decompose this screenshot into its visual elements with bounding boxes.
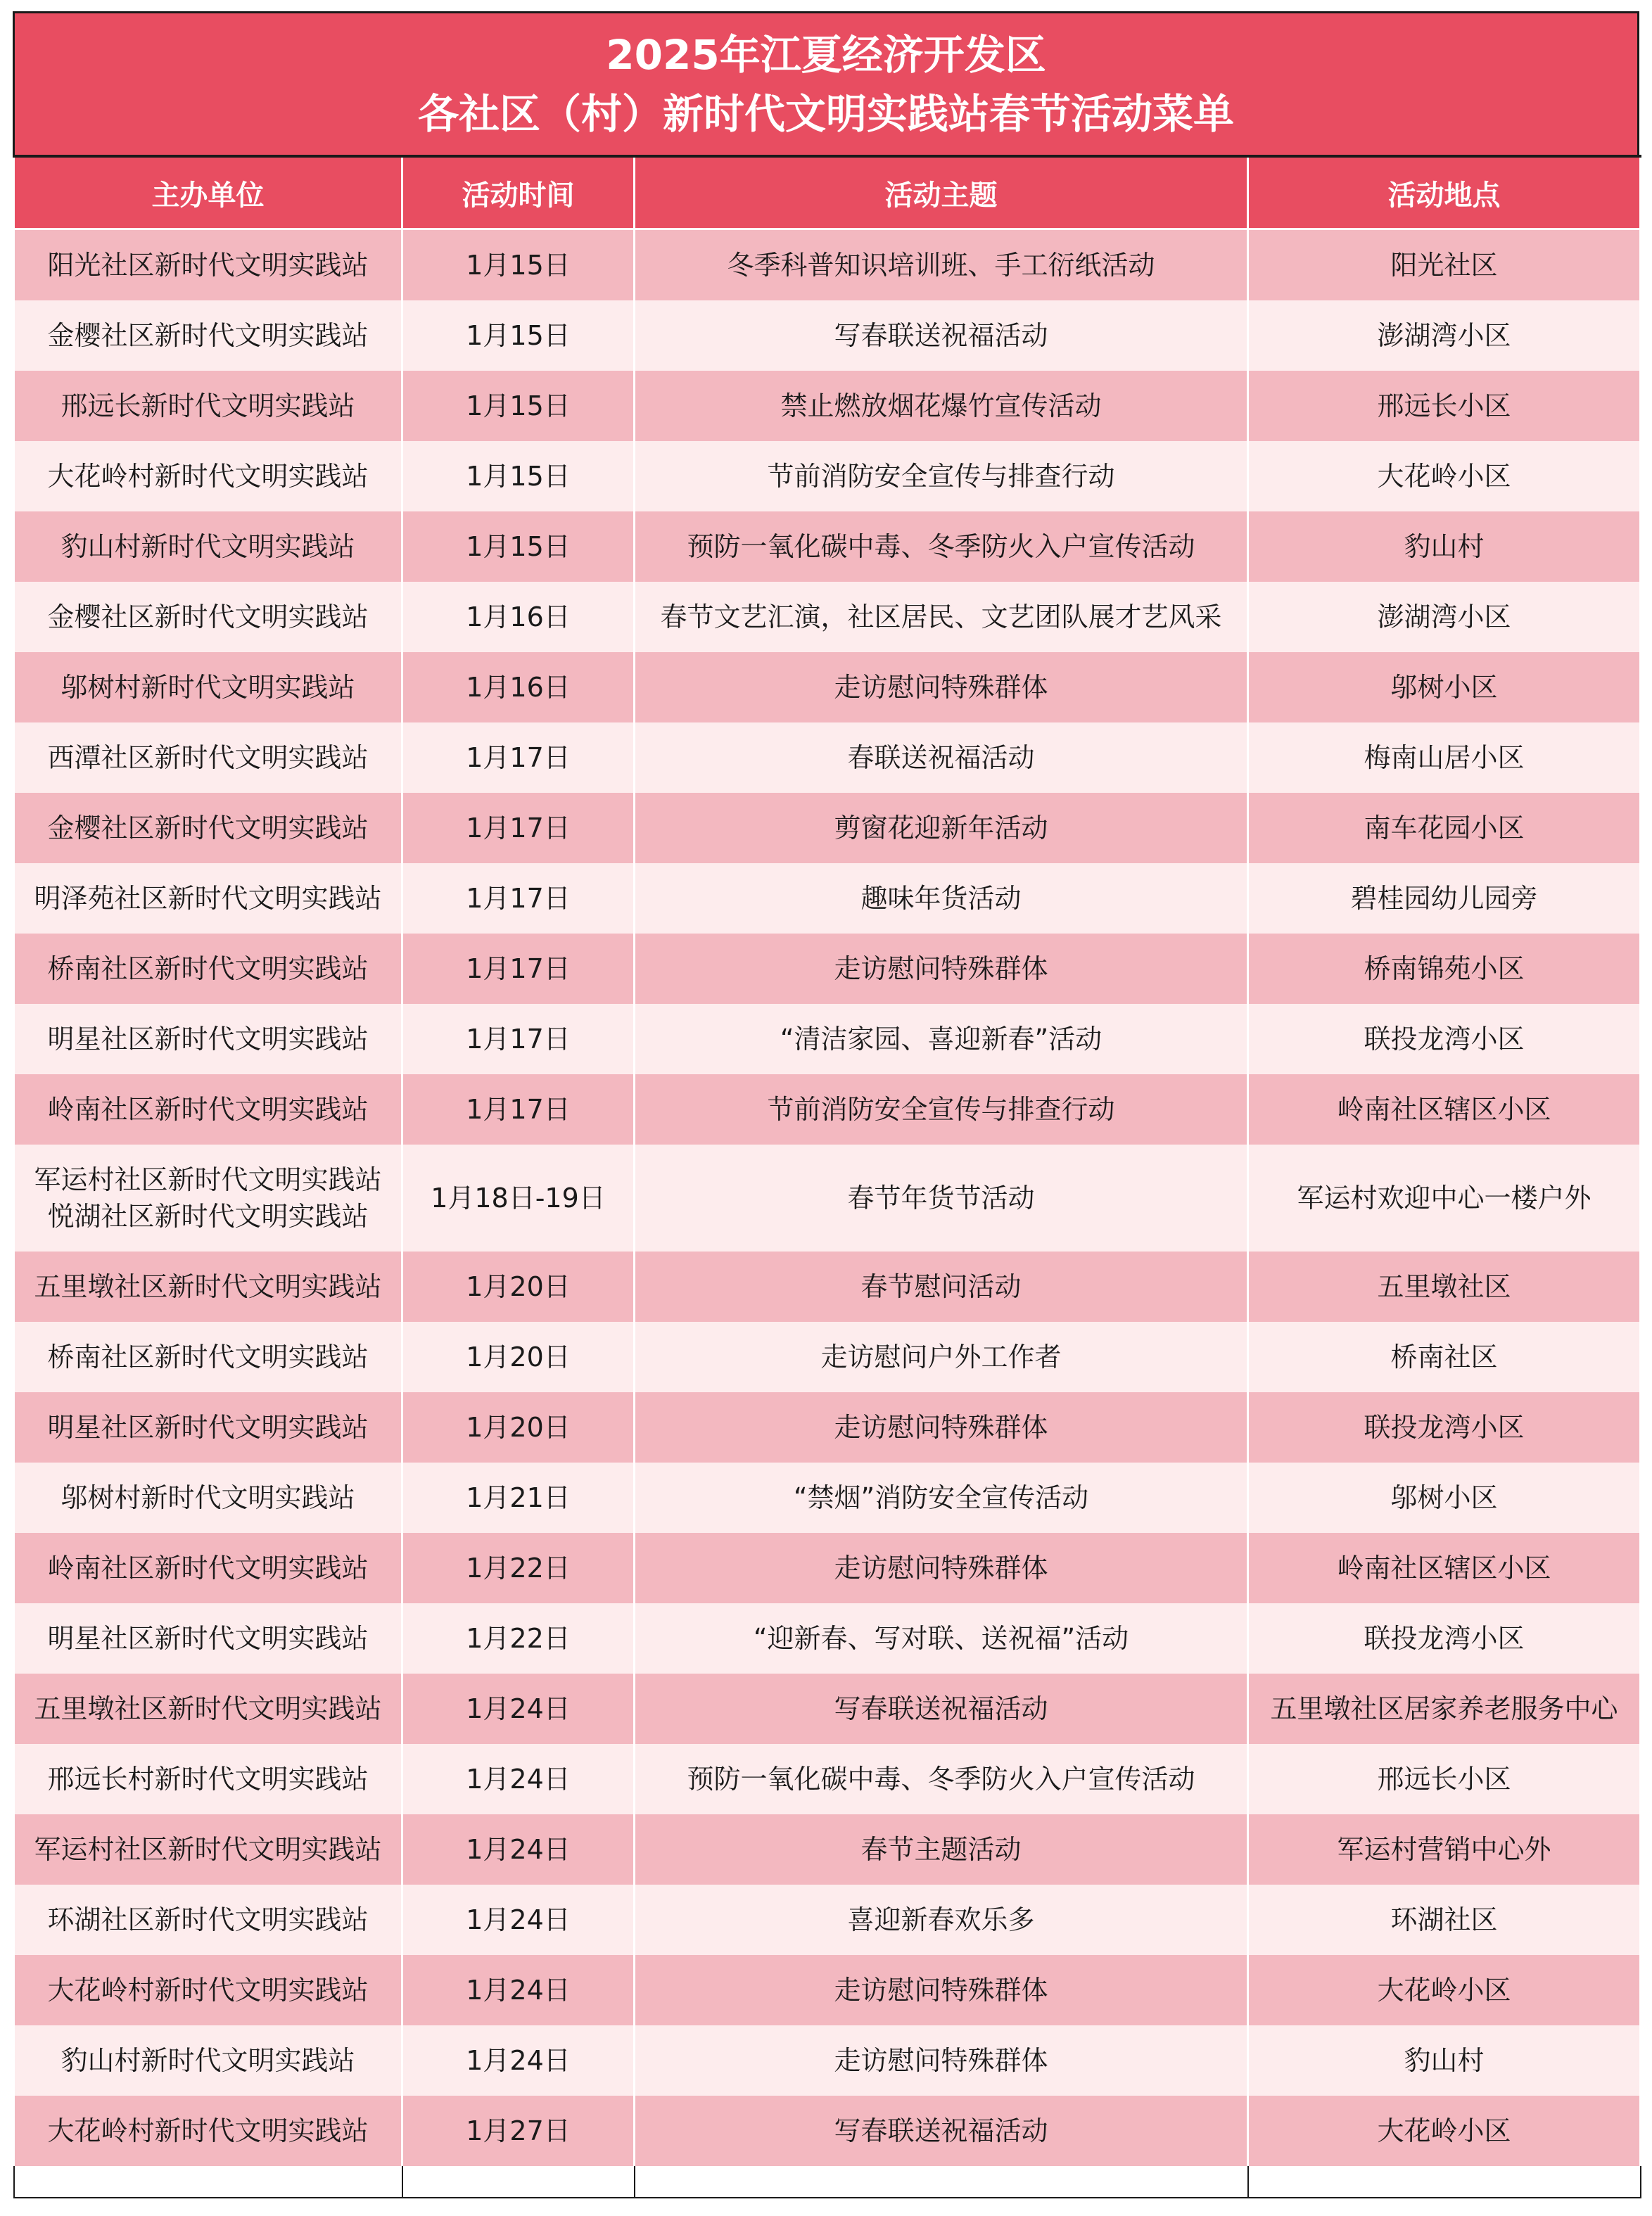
table-row: [14, 934, 1641, 1004]
table-row: [14, 1955, 1641, 2025]
cell-theme: “禁烟”消防安全宣传活动: [635, 1463, 1248, 1533]
cell-date: 1月24日: [402, 1814, 635, 1885]
cell-location: 岭南社区辖区小区: [1248, 1074, 1641, 1145]
header-row: [14, 156, 1641, 229]
table-row: [14, 2096, 1641, 2166]
header-organizer: 主办单位: [14, 156, 402, 229]
cell-theme: 春节年货节活动: [635, 1145, 1248, 1252]
cell-organizer: 邬树村新时代文明实践站: [14, 1463, 402, 1533]
cell-location: 大花岭小区: [1248, 1955, 1641, 2025]
cell-location: 联投龙湾小区: [1248, 1004, 1641, 1074]
cell-location: 大花岭小区: [1248, 441, 1641, 511]
title-banner: [13, 11, 1639, 155]
cell-theme: 趣味年货活动: [635, 863, 1248, 934]
header-theme: 活动主题: [635, 156, 1248, 229]
cell-organizer: 五里墩社区新时代文明实践站: [14, 1252, 402, 1322]
cell-date: 1月17日: [402, 1074, 635, 1145]
table-row: [14, 1814, 1641, 1885]
table-row: [14, 229, 1641, 301]
cell-date: 1月22日: [402, 1603, 635, 1674]
cell-organizer: 明星社区新时代文明实践站: [14, 1004, 402, 1074]
cell-location: 五里墩社区: [1248, 1252, 1641, 1322]
cell-organizer: 邢远长新时代文明实践站: [14, 371, 402, 441]
cell-location: 军运村营销中心外: [1248, 1814, 1641, 1885]
cell-theme: 节前消防安全宣传与排查行动: [635, 441, 1248, 511]
table-row: [14, 441, 1641, 511]
table-row: [14, 1603, 1641, 1674]
cell-date: 1月16日: [402, 582, 635, 652]
cell-theme: 走访慰问特殊群体: [635, 1955, 1248, 2025]
cell-organizer: 岭南社区新时代文明实践站: [14, 1533, 402, 1603]
cell-theme: 走访慰问特殊群体: [635, 1533, 1248, 1603]
table-row: [14, 582, 1641, 652]
cell-location: 岭南社区辖区小区: [1248, 1533, 1641, 1603]
cell-theme: “迎新春、写对联、送祝福”活动: [635, 1603, 1248, 1674]
cell-organizer: 邢远长村新时代文明实践站: [14, 1744, 402, 1814]
cell-theme: 走访慰问特殊群体: [635, 2025, 1248, 2096]
activity-table: [13, 155, 1641, 2198]
cell-organizer: 五里墩社区新时代文明实践站: [14, 1674, 402, 1744]
cell-theme: 剪窗花迎新年活动: [635, 793, 1248, 863]
table-row: [14, 1004, 1641, 1074]
cell-date: 1月17日: [402, 722, 635, 793]
table-row: [14, 863, 1641, 934]
cell-organizer: 豹山村新时代文明实践站: [14, 2025, 402, 2096]
cell-location: 南车花园小区: [1248, 793, 1641, 863]
cell-theme: 走访慰问特殊群体: [635, 1392, 1248, 1463]
table-row: [14, 1322, 1641, 1392]
cell-theme: 春联送祝福活动: [635, 722, 1248, 793]
organizer-line-1: 军运村社区新时代文明实践站: [34, 1164, 382, 1195]
cell-theme: 写春联送祝福活动: [635, 2096, 1248, 2166]
cell-organizer: 环湖社区新时代文明实践站: [14, 1885, 402, 1955]
cell-date: 1月17日: [402, 863, 635, 934]
cell-theme: 喜迎新春欢乐多: [635, 1885, 1248, 1955]
cell-theme: 节前消防安全宣传与排查行动: [635, 1074, 1248, 1145]
table-row: [14, 1744, 1641, 1814]
cell-organizer: 明泽苑社区新时代文明实践站: [14, 863, 402, 934]
table-row: [14, 1074, 1641, 1145]
title-line-1: 2025年江夏经济开发区: [606, 30, 1046, 79]
cell-organizer: 金樱社区新时代文明实践站: [14, 582, 402, 652]
table-body: [14, 229, 1641, 2198]
cell-organizer: 豹山村新时代文明实践站: [14, 511, 402, 582]
cell-organizer: 军运村社区新时代文明实践站: [14, 1814, 402, 1885]
cell-location: 豹山村: [1248, 511, 1641, 582]
cell-location: 军运村欢迎中心一楼户外: [1248, 1145, 1641, 1252]
cell-location: 邢远长小区: [1248, 1744, 1641, 1814]
cell-date: 1月24日: [402, 2025, 635, 2096]
cell-theme: 走访慰问特殊群体: [635, 934, 1248, 1004]
cell-theme: 预防一氧化碳中毒、冬季防火入户宣传活动: [635, 1744, 1248, 1814]
cell-date: 1月17日: [402, 793, 635, 863]
cell-organizer: 金樱社区新时代文明实践站: [14, 793, 402, 863]
cell-location: 豹山村: [1248, 2025, 1641, 2096]
cell-date: 1月20日: [402, 1322, 635, 1392]
table-row: [14, 1463, 1641, 1533]
cell-organizer: 金樱社区新时代文明实践站: [14, 300, 402, 371]
cell-date: 1月15日: [402, 300, 635, 371]
cell-date: 1月22日: [402, 1533, 635, 1603]
cell-location: 梅南山居小区: [1248, 722, 1641, 793]
cell-date: 1月15日: [402, 371, 635, 441]
cell-date: 1月17日: [402, 934, 635, 1004]
cell-theme: 写春联送祝福活动: [635, 1674, 1248, 1744]
cell-theme: 走访慰问户外工作者: [635, 1322, 1248, 1392]
table-row: [14, 1885, 1641, 1955]
cell-organizer: [14, 1145, 402, 1252]
cell-location: 澎湖湾小区: [1248, 582, 1641, 652]
cell-organizer: 明星社区新时代文明实践站: [14, 1392, 402, 1463]
cell-date: 1月17日: [402, 1004, 635, 1074]
cell-location: 大花岭小区: [1248, 2096, 1641, 2166]
table-row: [14, 1533, 1641, 1603]
title-line-2: 各社区（村）新时代文明实践站春节活动菜单: [417, 89, 1234, 138]
cell-date: 1月27日: [402, 2096, 635, 2166]
cell-date: 1月20日: [402, 1392, 635, 1463]
activity-sheet: [13, 11, 1639, 2198]
table-row: [14, 511, 1641, 582]
table-row: [14, 371, 1641, 441]
cell-location: 桥南社区: [1248, 1322, 1641, 1392]
table-row: [14, 2025, 1641, 2096]
cell-location: 邬树小区: [1248, 652, 1641, 722]
cell-theme: 春节慰问活动: [635, 1252, 1248, 1322]
cell-organizer: 明星社区新时代文明实践站: [14, 1603, 402, 1674]
cell-theme: “清洁家园、喜迎新春”活动: [635, 1004, 1248, 1074]
cell-date: 1月24日: [402, 1885, 635, 1955]
cell-theme: 春节文艺汇演，社区居民、文艺团队展才艺风采: [635, 582, 1248, 652]
header-date: 活动时间: [402, 156, 635, 229]
cell-date: 1月15日: [402, 441, 635, 511]
organizer-line-2: 悦湖社区新时代文明实践站: [47, 1201, 369, 1232]
cell-location: 阳光社区: [1248, 229, 1641, 301]
table-row: [14, 1252, 1641, 1322]
cell-date: 1月21日: [402, 1463, 635, 1533]
cell-date: 1月24日: [402, 1674, 635, 1744]
cell-date: 1月24日: [402, 1744, 635, 1814]
cell-theme: 春节主题活动: [635, 1814, 1248, 1885]
cell-organizer: 大花岭村新时代文明实践站: [14, 1955, 402, 2025]
empty-cell: [402, 2166, 635, 2198]
table-row: [14, 652, 1641, 722]
cell-location: 环湖社区: [1248, 1885, 1641, 1955]
cell-organizer: 西潭社区新时代文明实践站: [14, 722, 402, 793]
cell-theme: 预防一氧化碳中毒、冬季防火入户宣传活动: [635, 511, 1248, 582]
cell-date: 1月15日: [402, 511, 635, 582]
cell-theme: 写春联送祝福活动: [635, 300, 1248, 371]
cell-organizer: 大花岭村新时代文明实践站: [14, 441, 402, 511]
cell-location: 邢远长小区: [1248, 371, 1641, 441]
table-row: [14, 1145, 1641, 1252]
cell-theme: 走访慰问特殊群体: [635, 652, 1248, 722]
cell-organizer: 岭南社区新时代文明实践站: [14, 1074, 402, 1145]
cell-organizer: 阳光社区新时代文明实践站: [14, 229, 402, 301]
cell-organizer: 桥南社区新时代文明实践站: [14, 1322, 402, 1392]
cell-location: 五里墩社区居家养老服务中心: [1248, 1674, 1641, 1744]
cell-theme: 禁止燃放烟花爆竹宣传活动: [635, 371, 1248, 441]
cell-location: 碧桂园幼儿园旁: [1248, 863, 1641, 934]
table-row: [14, 1392, 1641, 1463]
table-row: [14, 1674, 1641, 1744]
cell-organizer: 邬树村新时代文明实践站: [14, 652, 402, 722]
cell-date: 1月18日-19日: [402, 1145, 635, 1252]
empty-row: [14, 2166, 1641, 2198]
table-row: [14, 300, 1641, 371]
cell-organizer: 桥南社区新时代文明实践站: [14, 934, 402, 1004]
cell-location: 澎湖湾小区: [1248, 300, 1641, 371]
header-location: 活动地点: [1248, 156, 1641, 229]
cell-location: 联投龙湾小区: [1248, 1603, 1641, 1674]
cell-location: 桥南锦苑小区: [1248, 934, 1641, 1004]
cell-date: 1月16日: [402, 652, 635, 722]
cell-location: 联投龙湾小区: [1248, 1392, 1641, 1463]
empty-cell: [1248, 2166, 1641, 2198]
empty-cell: [14, 2166, 402, 2198]
cell-date: 1月24日: [402, 1955, 635, 2025]
table-row: [14, 793, 1641, 863]
cell-date: 1月15日: [402, 229, 635, 301]
cell-theme: 冬季科普知识培训班、手工衍纸活动: [635, 229, 1248, 301]
cell-organizer: 大花岭村新时代文明实践站: [14, 2096, 402, 2166]
empty-cell: [635, 2166, 1248, 2198]
table-row: [14, 722, 1641, 793]
cell-location: 邬树小区: [1248, 1463, 1641, 1533]
cell-date: 1月20日: [402, 1252, 635, 1322]
